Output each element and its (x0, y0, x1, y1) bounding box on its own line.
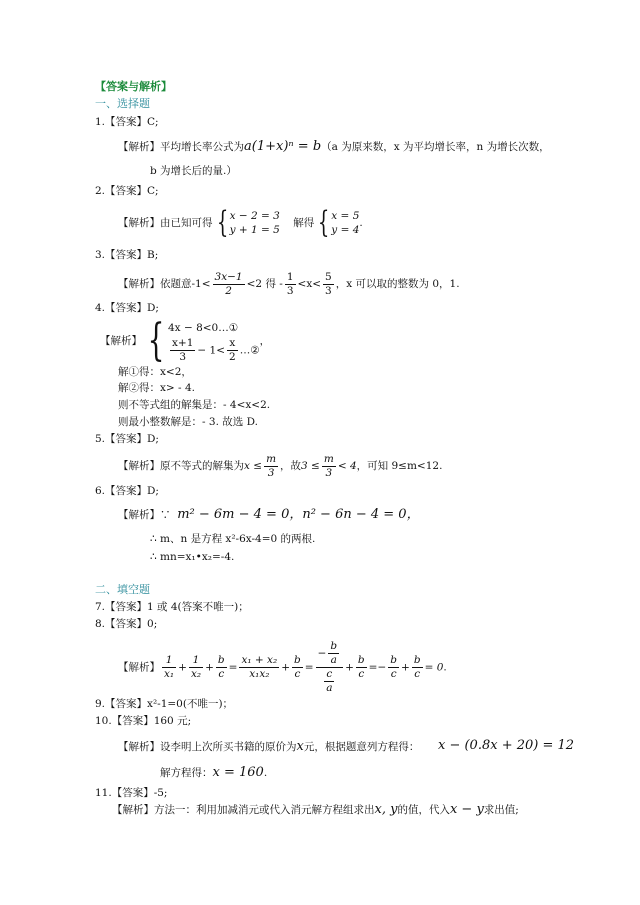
q8-frac6: $\frac{b}{c}$ (357, 654, 365, 680)
analysis-label: 【解析】 (118, 278, 160, 290)
q11-text2: 的值，代入 (397, 804, 450, 816)
analysis-label: 【解析】 (118, 661, 160, 674)
q5-ineq3: < 4 (337, 460, 357, 472)
q3-frac2: $\frac{1}{3}$ (286, 270, 294, 297)
q3-text2: <2 得 - (246, 278, 283, 290)
q8-answer: 8.【答案】0; (95, 618, 158, 630)
q1-text: 平均增长率公式为 (160, 141, 244, 153)
q1-text2: （a 为原来数，x 为平均增长率，n 为增长次数， (321, 141, 550, 153)
q8-frac3: $\frac{b}{c}$ (217, 654, 225, 680)
q3-answer: 3.【答案】B; (95, 249, 159, 261)
q5-text: 原不等式的解集为 (160, 460, 244, 472)
q5-ineq2: 3 ≤ (301, 460, 320, 472)
q5-ineq: x ≤ (244, 460, 263, 472)
q1-text3: b 为增长后的量.） (150, 165, 237, 177)
q10-var: x (296, 739, 304, 754)
q5-text3: ，可知 9≤m<12. (356, 460, 443, 472)
q10-solution: x = 160 (212, 765, 264, 780)
section-fill: 二、填空题 (95, 584, 150, 596)
q4-line2: 解②得：x> - 4. (118, 382, 195, 394)
q8-frac2: $\frac{1}{\text{x₂}}$ (190, 654, 202, 680)
q2-system: x − 2 = 3 y + 1 = 5 (229, 210, 280, 236)
q6-line1: ∴ m、n 是方程 x²-6x-4=0 的两根. (150, 533, 316, 545)
q5-answer: 5.【答案】D; (95, 433, 159, 445)
q4-line3: 则不等式组的解集是：- 4<x<2. (118, 399, 271, 411)
q1-answer: 1.【答案】C; (95, 116, 159, 128)
q8-result: = 0 (424, 661, 444, 674)
q8-frac1: $\frac{1}{\text{x₁}}$ (164, 654, 175, 680)
q9-answer: 9.【答案】x²-1=0(不唯一)； (95, 698, 234, 710)
q11-vars: x, y (374, 802, 398, 817)
q2-text: 由已知可得 (160, 217, 213, 229)
q6-answer: 6.【答案】D; (95, 485, 159, 497)
analysis-label: 【解析】∵ (118, 509, 171, 521)
analysis-label: 【解析】 (118, 217, 160, 229)
q10-text3: 解方程得： (160, 767, 213, 779)
q3-text3: <x< (297, 278, 322, 290)
q10-solve: 解方程得：x = 160. (160, 765, 268, 780)
q10-equation: x − (0.8x + 20) = 12 (438, 738, 575, 753)
q2-solve: 解得 (293, 217, 315, 229)
q4-comma: ， (259, 335, 271, 347)
analysis-label: 【解析】 (118, 141, 160, 153)
q6-analysis (118, 508, 420, 522)
q3-frac: $\frac{3x-1}{2}$ (214, 270, 243, 297)
left-brace: { (216, 205, 228, 240)
q5-analysis (118, 452, 442, 480)
q2-solution: x = 5 y = 4 (331, 210, 360, 236)
analysis-label: 【解析】 (112, 804, 154, 816)
q10-text2: 元，根据题意列方程得： (303, 741, 420, 753)
q1-formula: a(1+x)ⁿ = b (244, 139, 322, 154)
q7-answer: 7.【答案】1 或 4(答案不唯一)； (95, 601, 249, 613)
q5-frac: $\frac{m}{3}$ (266, 452, 277, 479)
q10-answer: 10.【答案】160 元; (95, 715, 192, 727)
q8-frac8: $\frac{b}{c}$ (413, 654, 421, 680)
q5-text2: ，故 (280, 460, 302, 472)
section-choice: 一、选择题 (95, 98, 150, 110)
q4-line4: 则最小整数解是：- 3. 故选 D. (118, 416, 258, 428)
q4-analysis (100, 315, 271, 366)
q11-answer: 11.【答案】-5; (95, 787, 168, 799)
q3-frac3: $\frac{5}{3}$ (325, 270, 332, 297)
q10-text: 设李明上次所买书籍的原价为 (160, 741, 297, 753)
q4-system: 4x − 8<0…① $\frac{x+1}{3}$ − 1< $\frac{x}{2}$ …② (168, 321, 260, 363)
q3-text: 依题意-1< (160, 278, 211, 290)
answer-header: 【答案与解析】 (95, 81, 172, 93)
q10-analysis (118, 740, 419, 754)
analysis-label: 【解析】 (118, 460, 160, 472)
q3-text4: ，x 可以取的整数为 0，1. (335, 278, 460, 290)
analysis-label: 【解析】 (118, 741, 160, 753)
q4-answer: 4.【答案】D; (95, 302, 159, 314)
q4-line1: 解①得：x<2， (118, 366, 192, 378)
left-brace: { (147, 315, 165, 366)
q11-expr: x − y (449, 802, 484, 817)
q1-analysis (118, 140, 550, 154)
q11-text3: 求出值; (483, 804, 519, 816)
q2-answer: 2.【答案】C; (95, 185, 159, 197)
q11-analysis (112, 803, 519, 817)
q2-end: . (359, 217, 363, 229)
q8-frac5: $\frac{b}{c}$ (294, 654, 301, 680)
q8-analysis: 【解析】 $\frac{1}{\text{x₁}}$ + $\frac{1}{\text{x₂}}$ + $\frac{b}{c}$ = $\frac{\text{x₁ + x₂}}{\text{x₁x₂}}$ + $\frac{b}{c}$ = − $\frac{b}{a}$ $\frac{c}{a}$ + $\frac{b}{c}$ =− $\frac{b}{c}$ + $\frac{b}{c}$ = 0. (118, 640, 447, 694)
left-brace: { (318, 205, 330, 240)
analysis-label: 【解析】 (100, 335, 142, 347)
q6-equation: m² − 6m − 4 = 0，n² − 6n − 4 = 0， (177, 507, 420, 522)
q6-line2: ∴ mn=x₁•x₂=-4. (150, 551, 235, 563)
q8-frac7: $\frac{b}{c}$ (390, 654, 398, 680)
q8-frac4: $\frac{\text{x₁ + x₂}}{\text{x₁x₂}}$ (241, 654, 278, 680)
q2-analysis (118, 205, 363, 240)
q11-text: 方法一：利用加减消元或代入消元解方程组求出 (154, 804, 375, 816)
q8-compound-frac: − $\frac{b}{a}$ $\frac{c}{a}$ (316, 640, 344, 695)
q5-frac2: $\frac{m}{3}$ (323, 452, 334, 479)
q3-analysis (118, 270, 460, 298)
